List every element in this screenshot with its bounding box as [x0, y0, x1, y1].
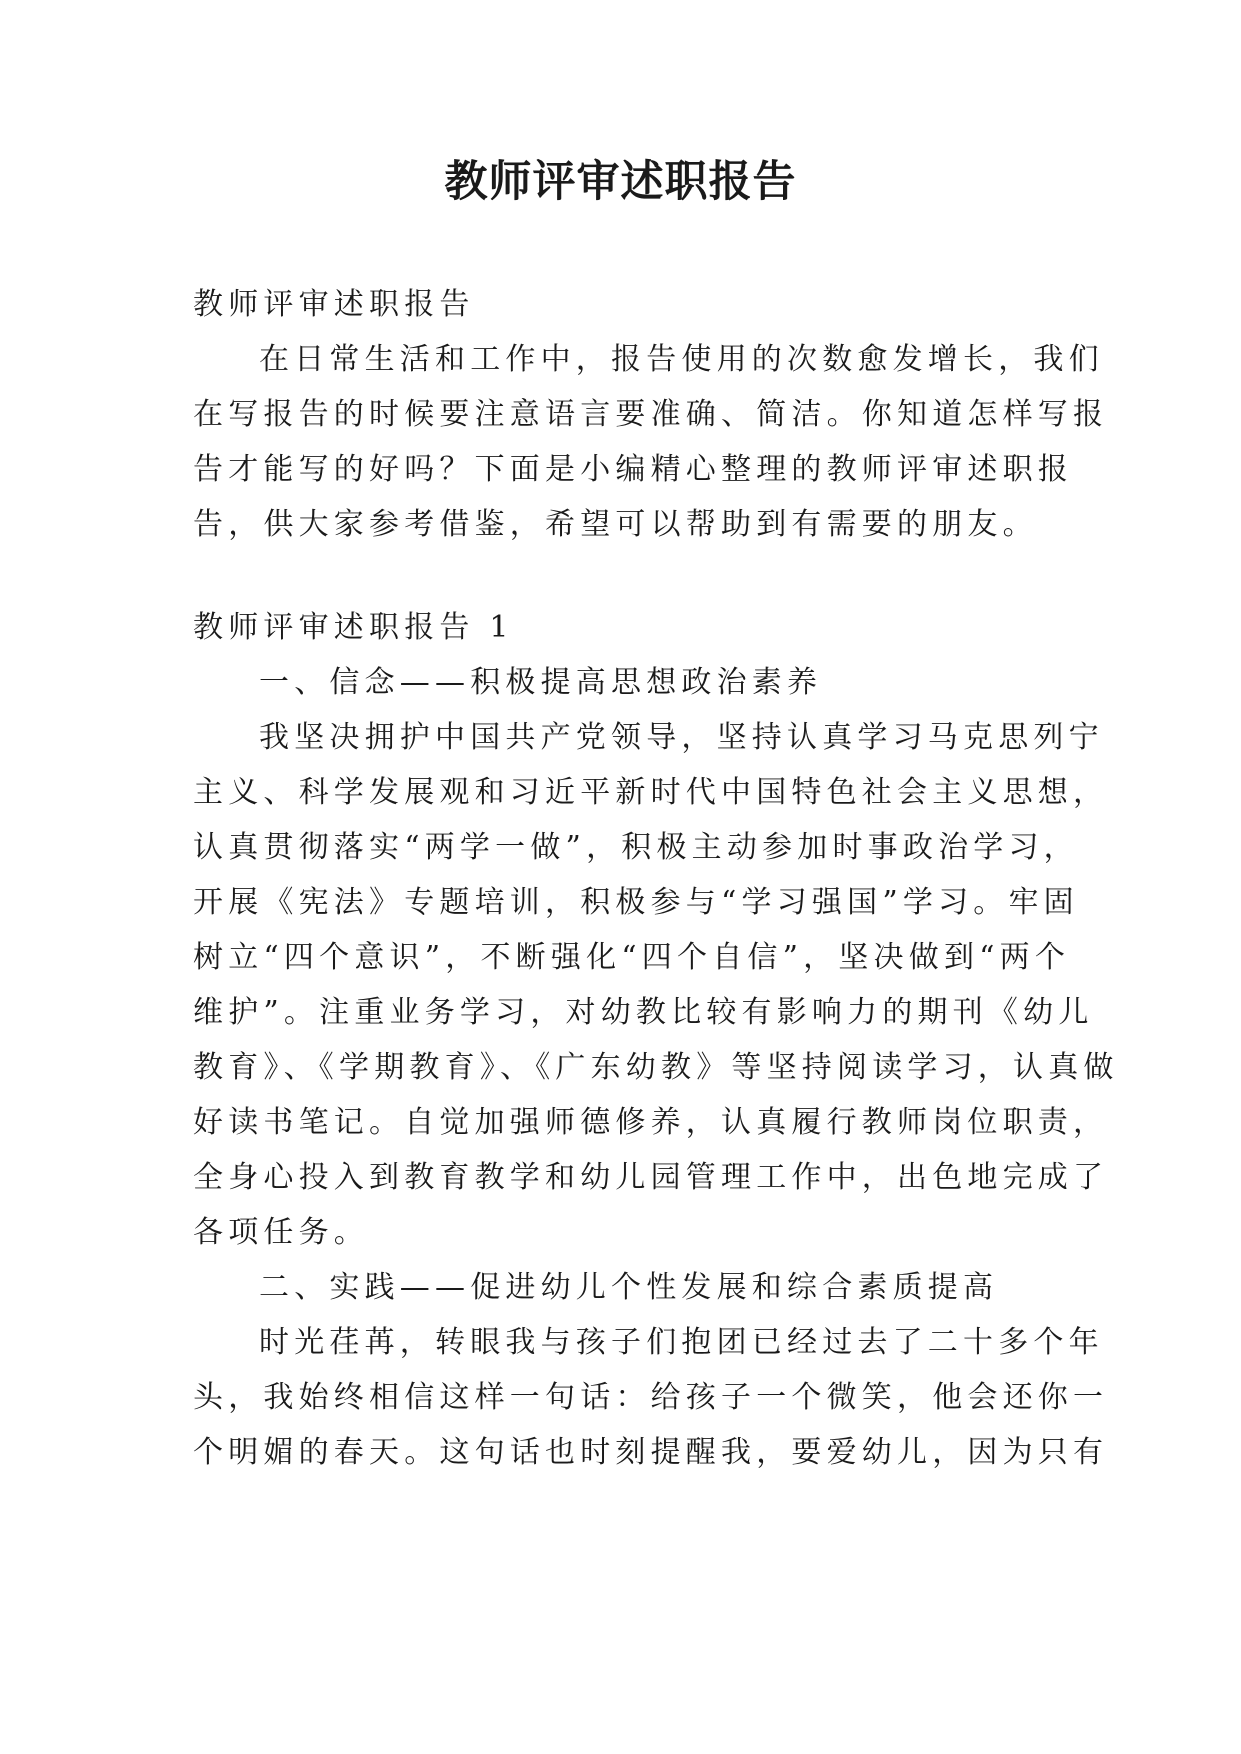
subsection-heading: 二、实践——促进幼儿个性发展和综合素质提高	[259, 1270, 999, 1305]
paragraph-line: 全身心投入到教育教学和幼儿园管理工作中，出色地完成了	[193, 1160, 1109, 1195]
intro-line: 在日常生活和工作中，报告使用的次数愈发增长，我们	[259, 342, 1104, 377]
paragraph-line: 维护”。注重业务学习，对幼教比较有影响力的期刊《幼儿	[193, 995, 1094, 1030]
subsection-heading: 一、信念——积极提高思想政治素养	[259, 665, 823, 700]
intro-line: 告，供大家参考借鉴，希望可以帮助到有需要的朋友。	[193, 507, 1038, 542]
intro-line: 告才能写的好吗？下面是小编精心整理的教师评审述职报	[193, 452, 1073, 487]
paragraph-line: 认真贯彻落实“两学一做”，积极主动参加时事政治学习，	[193, 830, 1079, 865]
paragraph-line: 头，我始终相信这样一句话：给孩子一个微笑，他会还你一	[193, 1380, 1109, 1415]
paragraph-line: 我坚决拥护中国共产党领导，坚持认真学习马克思列宁	[259, 720, 1104, 755]
paragraph-line: 各项任务。	[193, 1215, 369, 1250]
paragraph-line: 教育》、《学期教育》、《广东幼教》等坚持阅读学习，认真做	[193, 1050, 1119, 1085]
paragraph-line: 主义、科学发展观和习近平新时代中国特色社会主义思想，	[193, 775, 1109, 810]
paragraph-line: 时光荏苒，转眼我与孩子们抱团已经过去了二十多个年	[259, 1325, 1104, 1360]
paragraph-line: 好读书笔记。自觉加强师德修养，认真履行教师岗位职责，	[193, 1105, 1109, 1140]
section-heading: 教师评审述职报告 1	[193, 610, 514, 645]
paragraph-line: 个明媚的春天。这句话也时刻提醒我，要爱幼儿，因为只有	[193, 1435, 1109, 1470]
document-title: 教师评审述职报告	[444, 157, 797, 207]
subtitle-line: 教师评审述职报告	[193, 287, 475, 322]
paragraph-line: 树立“四个意识”，不断强化“四个自信”，坚决做到“两个	[193, 940, 1071, 975]
paragraph-line: 开展《宪法》专题培训，积极参与“学习强国”学习。牢固	[193, 885, 1079, 920]
intro-line: 在写报告的时候要注意语言要准确、简洁。你知道怎样写报	[193, 397, 1109, 432]
